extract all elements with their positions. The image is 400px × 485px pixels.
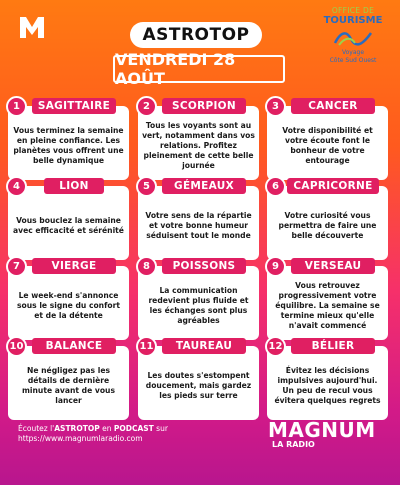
sign-forecast-text: Tous les voyants sont au vert, notamment dans vos relations. Profitez pleinement de cette belle journée — [142, 121, 255, 170]
sign-card — [267, 260, 388, 340]
sign-forecast — [142, 196, 255, 256]
sign-name: VIERGE — [32, 258, 116, 274]
sign-forecast-text: Ne négligez pas les détails de dernière minute avant de vous lancer — [22, 366, 115, 405]
sign-number: 3 — [265, 96, 286, 117]
sign-name: VERSEAU — [291, 258, 375, 274]
sign-card — [8, 260, 129, 340]
sign-forecast — [271, 356, 384, 416]
sign-name: BALANCE — [32, 338, 116, 354]
sign-forecast — [12, 276, 125, 336]
sign-card — [138, 180, 259, 260]
sign-forecast — [271, 116, 384, 176]
footer-podcast: PODCAST — [113, 424, 154, 433]
sign-forecast — [12, 356, 125, 416]
sign-forecast-text: Votre curiosité vous permettra de faire une belle découverte — [278, 211, 377, 240]
sign-name: CANCER — [291, 98, 375, 114]
sign-card — [267, 180, 388, 260]
sign-number: 4 — [6, 176, 27, 197]
sign-card — [8, 340, 129, 420]
podcast-footer — [18, 424, 238, 444]
sign-number: 12 — [265, 336, 286, 357]
sign-card — [138, 100, 259, 180]
sign-forecast-text: Les doutes s'estompent doucement, mais gardez les pieds sur terre — [145, 371, 252, 400]
magnum-logo-sub: LA RADIO — [272, 440, 315, 449]
sign-name: LION — [44, 178, 104, 194]
magnum-radio-logo — [268, 418, 378, 464]
sign-forecast-text: Le week-end s'annonce sous le signe du confort et de la détente — [17, 291, 120, 320]
footer-post: sur — [153, 424, 168, 433]
footer-astrotop: ASTROTOP — [54, 424, 100, 433]
sign-forecast — [142, 116, 255, 176]
sign-forecast — [271, 276, 384, 336]
sign-name: TAUREAU — [162, 338, 246, 354]
sign-name: GÉMEAUX — [162, 178, 246, 194]
sign-forecast — [142, 356, 255, 416]
tourism-line2: TOURISME — [323, 15, 383, 26]
sign-name: CAPRICORNE — [287, 178, 379, 194]
page-title: ASTROTOP — [130, 22, 262, 48]
sign-forecast — [271, 196, 384, 256]
sign-number: 5 — [136, 176, 157, 197]
sign-name: POISSONS — [162, 258, 246, 274]
sign-name: SCORPION — [162, 98, 246, 114]
tourism-line4: Côte Sud Ouest — [329, 57, 377, 64]
sign-forecast-text: Vous terminez la semaine en pleine confiance. Les planètes vous offrent une belle dynamique — [13, 126, 124, 165]
sign-card — [138, 340, 259, 420]
footer-pre: Écoutez l' — [18, 424, 55, 433]
sign-forecast — [12, 116, 125, 176]
sign-number: 11 — [136, 336, 157, 357]
sign-number: 7 — [6, 256, 27, 277]
footer-mid: en — [99, 424, 114, 433]
sign-forecast-text: Vous bouclez la semaine avec efficacité et sérénité — [13, 216, 124, 235]
sign-forecast-text: La communication redevient plus fluide et les échanges sont plus agréables — [148, 286, 249, 325]
sign-forecast — [12, 196, 125, 256]
sign-card — [267, 340, 388, 420]
sign-number: 8 — [136, 256, 157, 277]
sign-forecast-text: Votre disponibilité et votre écoute font le bonheur de votre entourage — [282, 126, 373, 165]
sign-number: 9 — [265, 256, 286, 277]
sign-number: 6 — [265, 176, 286, 197]
magnum-m-logo-icon — [18, 14, 46, 40]
sign-card — [267, 100, 388, 180]
sign-name: BÉLIER — [291, 338, 375, 354]
sign-card — [8, 100, 129, 180]
footer-url-link[interactable]: https://www.magnumlaradio.com — [18, 434, 143, 443]
tourism-office-logo — [312, 6, 394, 88]
sign-card — [8, 180, 129, 260]
sign-number: 10 — [6, 336, 27, 357]
sign-card — [138, 260, 259, 340]
sign-name: SAGITTAIRE — [32, 98, 116, 114]
tourism-line3: Voyage — [341, 49, 365, 56]
sign-forecast-text: Vous retrouvez progressivement votre équilibre. La semaine se termine mieux qu'elle n'avait commencé — [275, 281, 380, 330]
sign-forecast — [142, 276, 255, 336]
sign-number: 1 — [6, 96, 27, 117]
sign-number: 2 — [136, 96, 157, 117]
magnum-logo-text: MAGNUM — [268, 418, 376, 442]
wave-icon — [333, 29, 373, 49]
sign-forecast-text: Évitez les décisions impulsives aujourd'hui. Un peu de recul vous évitera quelques regrets — [274, 366, 381, 405]
date-banner: VENDREDI 28 AOÛT — [113, 55, 285, 83]
sign-forecast-text: Votre sens de la répartie et votre bonne humeur séduisent tout le monde — [145, 211, 252, 240]
tourism-line1: OFFICE DE — [331, 6, 375, 15]
